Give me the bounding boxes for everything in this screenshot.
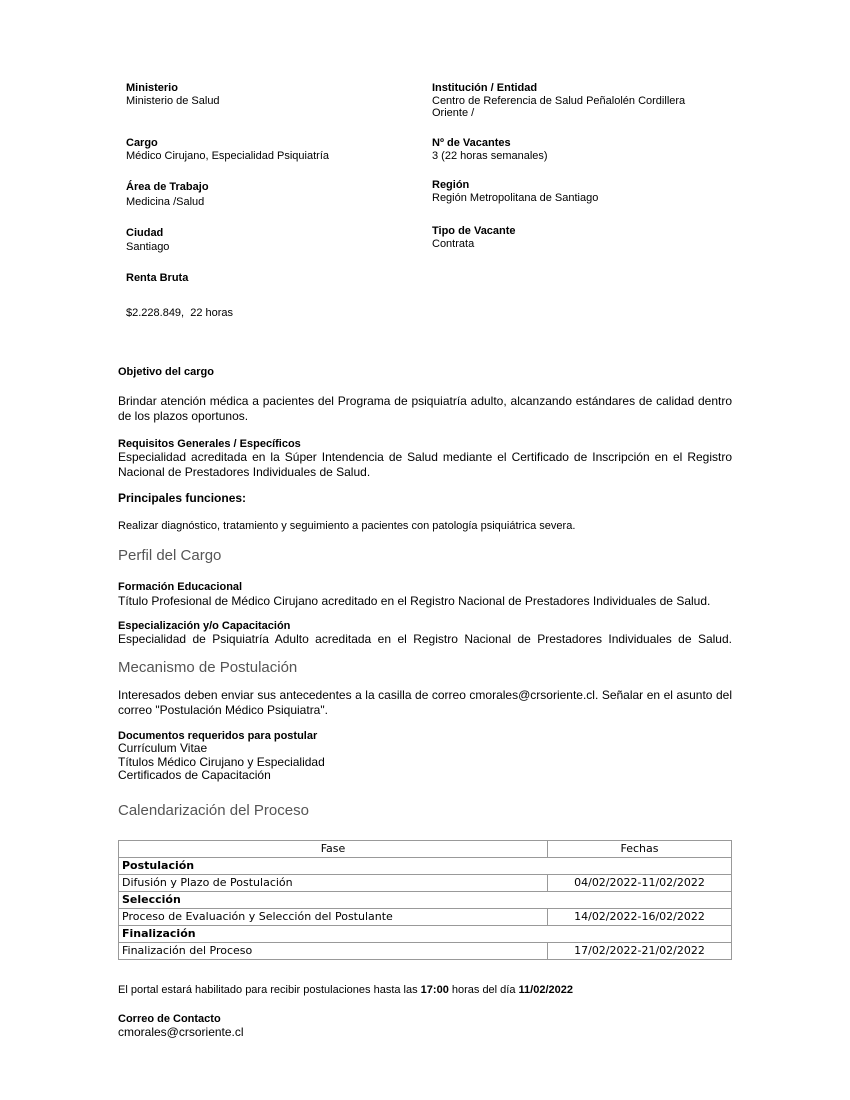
documento-item: Títulos Médico Cirujano y Especialidad	[118, 755, 325, 769]
ciudad-value: Santiago	[126, 241, 170, 253]
portal-middle: horas del día	[448, 984, 519, 996]
calendario-table	[118, 840, 732, 960]
requisitos-text: Especialidad acreditada en la Súper Intendencia de Salud mediante el Certificado de Inscripción en el Registro Nacional de Prestadores Individuales de Salud.	[118, 450, 732, 479]
funciones-text: Realizar diagnóstico, tratamiento y seguimiento a pacientes con patología psiquiátrica severa.	[118, 520, 576, 532]
especializacion-text: Especialidad de Psiquiatría Adulto acreditada en el Registro Nacional de Prestadores Individuales de Salud.	[118, 632, 732, 646]
table-row	[119, 909, 732, 926]
fase-cell: Difusión y Plazo de Postulación	[119, 875, 548, 892]
area-value: Medicina /Salud	[126, 196, 205, 208]
table-group-row	[119, 892, 732, 909]
column-header-fase: Fase	[119, 841, 548, 858]
funciones-title: Principales funciones:	[118, 491, 247, 505]
table-group-row	[119, 926, 732, 943]
fase-cell: Finalización del Proceso	[119, 943, 548, 960]
vacantes-label: Nº de Vacantes	[432, 137, 511, 149]
column-header-fechas: Fechas	[548, 841, 732, 858]
fecha-cell: 17/02/2022-21/02/2022	[548, 943, 732, 960]
requisitos-title: Requisitos Generales / Específicos	[118, 438, 301, 450]
especializacion-title: Especialización y/o Capacitación	[118, 620, 291, 632]
table-header-row	[119, 841, 732, 858]
contacto-email[interactable]: cmorales@crsoriente.cl	[118, 1025, 244, 1039]
formacion-text: Título Profesional de Médico Cirujano acreditado en el Registro Nacional de Prestadores Individuales de Salud.	[118, 594, 711, 608]
perfil-heading: Perfil del Cargo	[118, 547, 222, 564]
tipo-vacante-value: Contrata	[432, 238, 475, 250]
institucion-label: Institución / Entidad	[432, 82, 538, 94]
documentos-title: Documentos requeridos para postular	[118, 730, 318, 742]
renta-value: $2.228.849, 22 horas	[126, 307, 234, 319]
ciudad-label: Ciudad	[126, 227, 164, 239]
group-finalizacion: Finalización	[119, 926, 732, 943]
portal-hour: 17:00	[420, 984, 449, 996]
calendario-heading: Calendarización del Proceso	[118, 802, 309, 819]
institucion-value-line2: Oriente /	[432, 107, 475, 119]
fecha-cell: 04/02/2022-11/02/2022	[548, 875, 732, 892]
cargo-label: Cargo	[126, 137, 158, 149]
institucion-value-line1: Centro de Referencia de Salud Peñalolén Cordillera	[432, 95, 686, 107]
fecha-cell: 14/02/2022-16/02/2022	[548, 909, 732, 926]
table-row	[119, 875, 732, 892]
region-label: Región	[432, 179, 470, 191]
group-postulacion: Postulación	[119, 858, 732, 875]
mecanismo-heading: Mecanismo de Postulación	[118, 659, 298, 676]
documentos-list	[118, 742, 325, 782]
table-group-row	[119, 858, 732, 875]
contacto-title: Correo de Contacto	[118, 1013, 221, 1025]
objetivo-text: Brindar atención médica a pacientes del Programa de psiquiatría adulto, alcanzando estándares de calidad dentro de los plazos oportunos.	[118, 394, 732, 423]
formacion-title: Formación Educacional	[118, 581, 243, 593]
region-value: Región Metropolitana de Santiago	[432, 192, 599, 204]
portal-date: 11/02/2022	[518, 984, 573, 996]
documento-item: Currículum Vitae	[118, 741, 208, 755]
mecanismo-text: Interesados deben enviar sus antecedentes a la casilla de correo cmorales@crsoriente.cl. Señalar en el asunto del correo "Postulación Médico Psiquiatra".	[118, 688, 732, 717]
table-row	[119, 943, 732, 960]
objetivo-title: Objetivo del cargo	[118, 366, 214, 378]
ministerio-value: Ministerio de Salud	[126, 95, 220, 107]
tipo-vacante-label: Tipo de Vacante	[432, 225, 516, 237]
portal-prefix: El portal estará habilitado para recibir postulaciones hasta las	[118, 984, 421, 996]
group-seleccion: Selección	[119, 892, 732, 909]
area-label: Área de Trabajo	[126, 181, 209, 193]
fase-cell: Proceso de Evaluación y Selección del Postulante	[119, 909, 548, 926]
vacantes-value: 3 (22 horas semanales)	[432, 150, 548, 162]
portal-notice	[118, 984, 573, 996]
renta-label: Renta Bruta	[126, 272, 189, 284]
cargo-value: Médico Cirujano, Especialidad Psiquiatría	[126, 150, 329, 162]
documento-item: Certificados de Capacitación	[118, 768, 271, 782]
ministerio-label: Ministerio	[126, 82, 178, 94]
